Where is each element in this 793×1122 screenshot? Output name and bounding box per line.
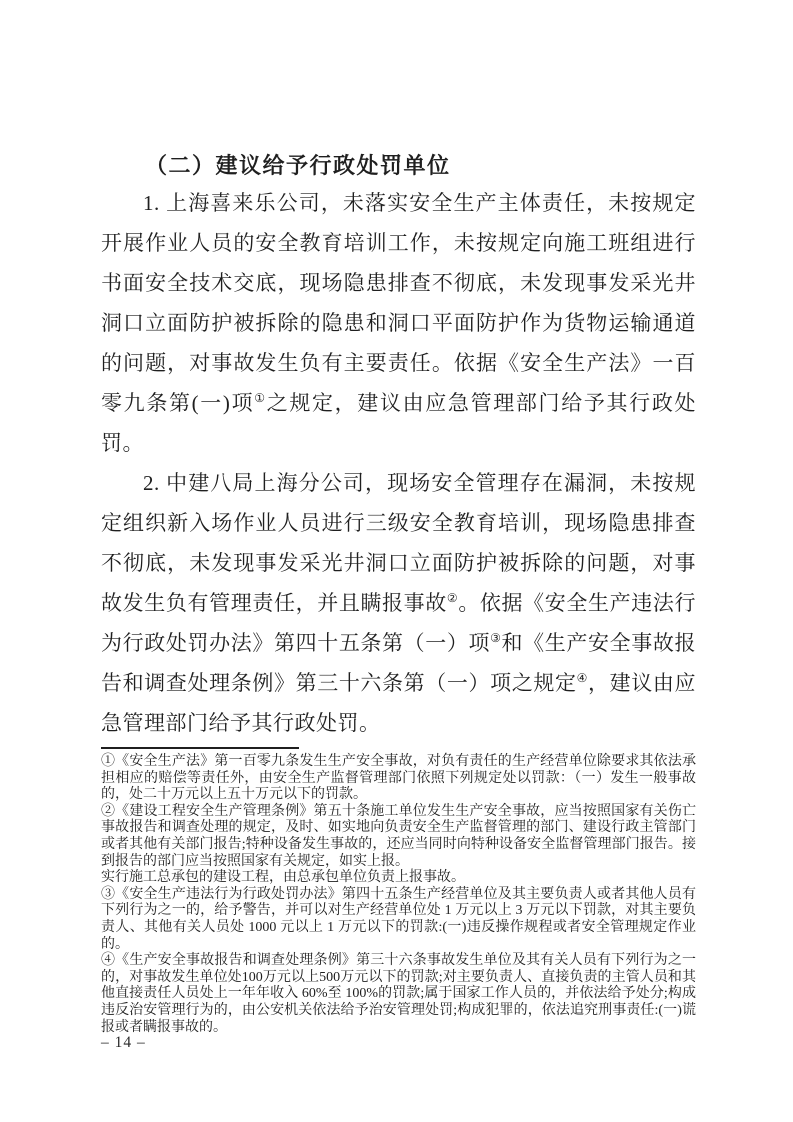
- footnote-item: 实行施工总承包的建设工程，由总承包单位负责上报事故。: [101, 870, 465, 886]
- footnotes-section: [101, 747, 696, 1036]
- section-heading: （二）建议给予行政处罚单位: [145, 153, 451, 178]
- footnote-reference: ④: [576, 671, 589, 685]
- footnote-reference: ①: [254, 391, 267, 405]
- footnote-list: [101, 754, 696, 1036]
- footnote-item: ②《建设工程安全生产管理条例》第五十条施工单位发生生产安全事故，应当按照国家有关伤亡事故报告和调查处理的规定，及时、如实地向负责安全生产监督管理的部门、建设行政主管部门或者其他有关部门报告;特种设备发生事故的，还应当同时向特种设备安全监督管理部门报告。接到报告的部门应当按照国家有关规定，如实上报。: [101, 803, 696, 869]
- page-number: – 14 –: [101, 1034, 146, 1051]
- footnote-item: ①《安全生产法》第一百零九条发生生产安全事故，对负有责任的生产经营单位除要求其依法承担相应的赔偿等责任外，由安全生产监督管理部门依照下列规定处以罚款：（一）发生一般事故的，处二十万元以上五十万元以下的罚款。: [101, 754, 696, 803]
- footnote-reference: ②: [446, 591, 459, 605]
- body-paragraph: 2. 中建八局上海分公司，现场安全管理存在漏洞，未按规定组织新入场作业人员进行三级安全教育培训，现场隐患排查不彻底，未发现事发采光井洞口立面防护被拆除的问题，对事故发生负有管理责任，并且瞒报事故②。依据《安全生产违法行为行政处罚办法》第四十五条第（一）项③和《生产安全事故报告和调查处理条例》第三十六条第（一）项之规定④，建议由应急管理部门给予其行政处罚。: [101, 471, 697, 735]
- footnote-item: ④《生产安全事故报告和调查处理条例》第三十六条事故发生单位及其有关人员有下列行为之一的，对事故发生单位处100万元以上500万元以下的罚款;对主要负责人、直接负责的主管人员和其他直接责任人员处上一年年收入 60%至 100%的罚款;属于国家工作人员的，并依法给予处分;构成违反治安管理行为的，由公安机关依法给予治安管理处罚;构成犯罪的，依法追究刑事责任:(一)谎报或者瞒报事故的。: [101, 953, 696, 1035]
- footnote-separator: [101, 747, 299, 749]
- footnote-reference: ③: [490, 631, 502, 645]
- body-paragraph: 1. 上海喜来乐公司，未落实安全生产主体责任，未按规定开展作业人员的安全教育培训工作，未按规定向施工班组进行书面安全技术交底，现场隐患排查不彻底，未发现事发采光井洞口立面防护被拆除的隐患和洞口平面防护作为货物运输通道的问题，对事故发生负有主要责任。依据《安全生产法》一百零九条第(一)项①之规定，建议由应急管理部门给予其行政处罚。: [101, 191, 696, 455]
- body-text: [101, 183, 696, 743]
- footnote-item: ③《安全生产违法行为行政处罚办法》第四十五条生产经营单位及其主要负责人或者其他人员有下列行为之一的，给予警告，并可以对生产经营单位处 1 万元以上 3 万元以下罚款，对其主要负责人、其他有关人员处 1000 元以上 1 万元以下的罚款:(一)违反操作规程或者安全管理规定作业的。: [101, 886, 696, 952]
